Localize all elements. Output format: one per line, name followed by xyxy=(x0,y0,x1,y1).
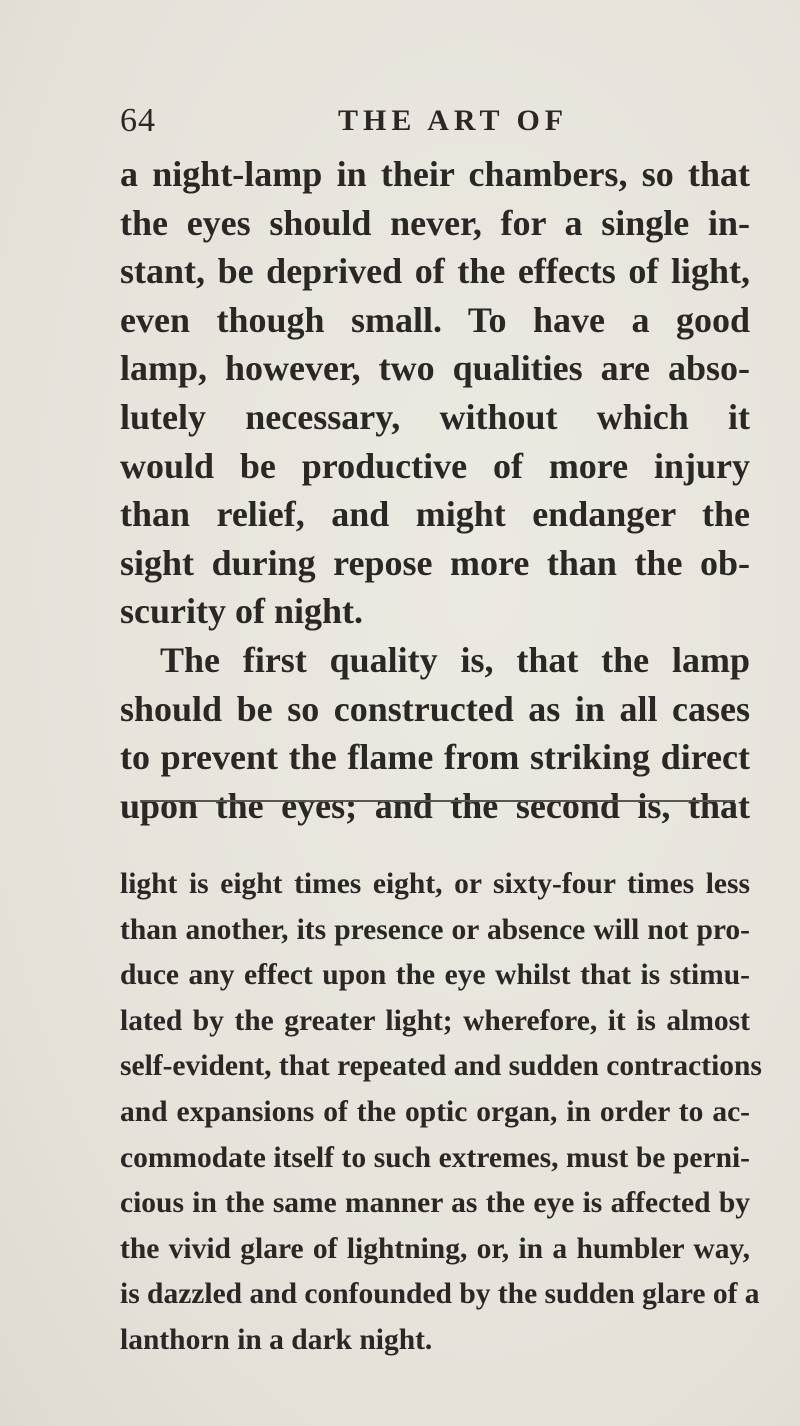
footnote-line: light is eight times eight, or sixty-four times less xyxy=(120,868,750,900)
footnote-line: self-evident, that repeated and sudden contractions xyxy=(120,1050,762,1083)
main-text-line: should be so constructed as in all cases xyxy=(120,688,750,729)
main-text-line: the eyes should never, for a single in- xyxy=(120,202,750,243)
main-text-line: lamp, however, two qualities are abso- xyxy=(120,348,750,389)
footnote-line: lanthorn in a dark night. xyxy=(120,1323,433,1356)
main-text-line: to prevent the flame from striking direct xyxy=(120,737,750,778)
footnote-line: cious in the same manner as the eye is affected by xyxy=(120,1187,750,1220)
main-text-line: stant, be deprived of the effects of light, xyxy=(120,251,750,292)
main-text-line: a night-lamp in their chambers, so that xyxy=(120,154,750,194)
footnote-line: duce any effect upon the eye whilst that is stimu- xyxy=(120,959,750,992)
footnote-line: is dazzled and confounded by the sudden glare of a xyxy=(120,1278,760,1311)
footnote-line: than another, its presence or absence will not pro- xyxy=(120,913,750,946)
main-text-line: sight during repose more than the ob- xyxy=(120,542,750,583)
page-header xyxy=(120,102,740,146)
footnote-text xyxy=(120,862,762,1364)
main-text-line: lutely necessary, without which it xyxy=(120,396,750,437)
main-text-line: even though small. To have a good xyxy=(120,299,750,340)
page-number: 64 xyxy=(120,102,156,139)
main-text-line: The first quality is, that the lamp xyxy=(160,639,750,680)
footnote-line: and expansions of the optic organ, in order to ac- xyxy=(120,1095,750,1128)
footnote-line: lated by the greater light; wherefore, it is almost xyxy=(120,1004,750,1037)
footnote-line: commodate itself to such extremes, must be perni- xyxy=(120,1141,750,1174)
running-title: THE ART OF xyxy=(338,104,569,137)
main-text xyxy=(120,150,750,830)
main-text-line: scurity of night. xyxy=(120,591,363,632)
main-text-line: would be productive of more injury xyxy=(120,445,750,486)
footnote-divider xyxy=(140,800,735,802)
main-text-line: than relief, and might endanger the xyxy=(120,494,750,535)
main-text-line: upon the eyes; and the second is, that xyxy=(120,785,750,826)
footnote-line: the vivid glare of lightning, or, in a humbler way, xyxy=(120,1232,750,1265)
